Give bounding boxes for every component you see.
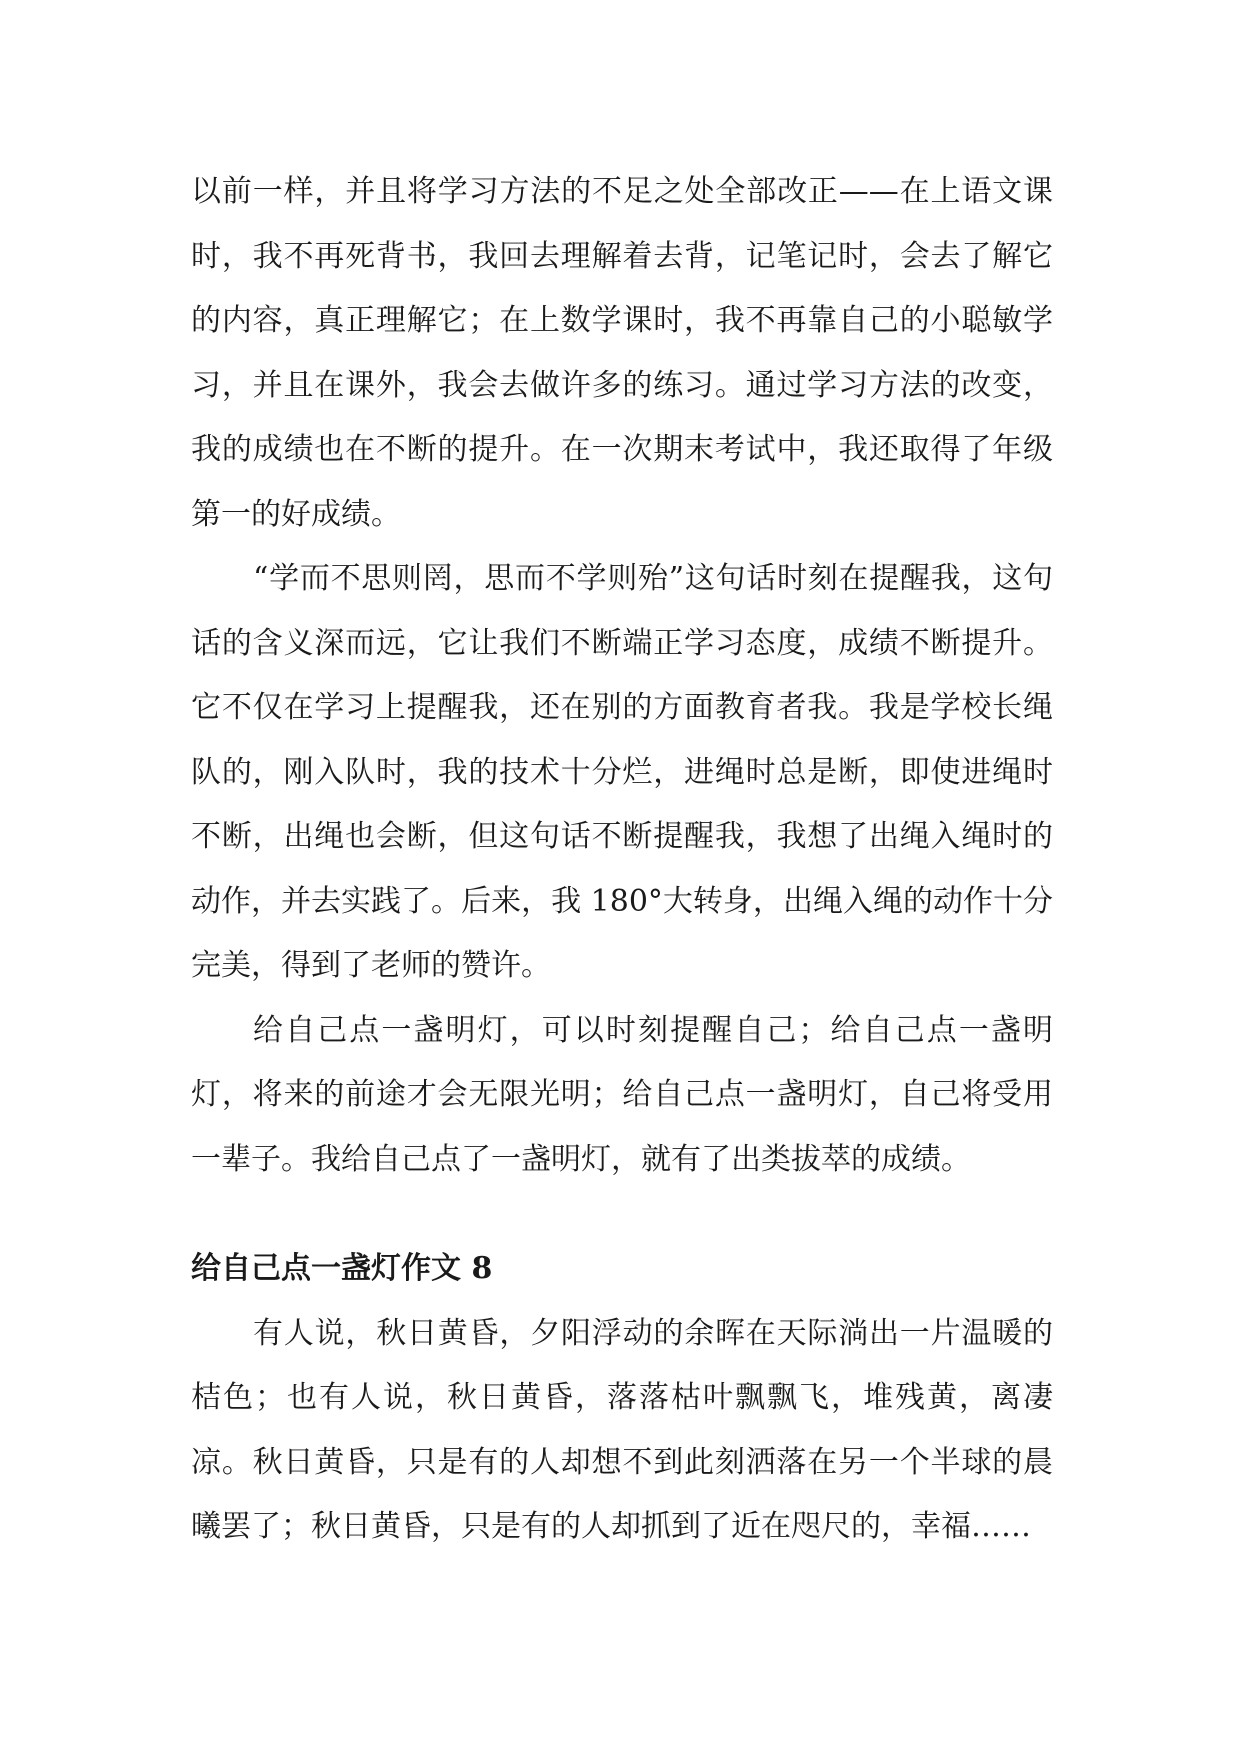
paragraph-essay-8: 有人说，秋日黄昏，夕阳浮动的余晖在天际淌出一片温暖的桔色；也有人说，秋日黄昏，落落枯叶飘飘飞，堆残黄，离凄凉。秋日黄昏，只是有的人却想不到此刻洒落在另一个半球的晨曦罢了；秋日黄昏，只是有的人却抓到了近在咫尺的，幸福…… [191, 1315, 1053, 1544]
paragraph-continuation: 以前一样，并且将学习方法的不足之处全部改正——在上语文课时，我不再死背书，我回去理解着去背，记笔记时，会去了解它的内容，真正理解它；在上数学课时，我不再靠自己的小聪敏学习，并且在课外，我会去做许多的练习。通过学习方法的改变，我的成绩也在不断的提升。在一次期末考试中，我还取得了年级第一的好成绩。 [191, 174, 1053, 532]
section-heading: 给自己点一盏灯作文 8 [191, 1251, 493, 1286]
paragraph-quote: “学而不思则罔，思而不学则殆”这句话时刻在提醒我，这句话的含义深而远，它让我们不断端正学习态度，成绩不断提升。它不仅在学习上提醒我，还在别的方面教育者我。我是学校长绳队的，刚入队时，我的技术十分烂，进绳时总是断，即使进绳时不断，出绳也会断，但这句话不断提醒我，我想了出绳入绳时的动作，并去实践了。后来，我 180°大转身，出绳入绳的动作十分完美，得到了老师的赞许。 [191, 561, 1053, 983]
document-body [191, 160, 1053, 1560]
paragraph-conclusion: 给自己点一盏明灯，可以时刻提醒自己；给自己点一盏明灯，将来的前途才会无限光明；给自己点一盏明灯，自己将受用一辈子。我给自己点了一盏明灯，就有了出类拔萃的成绩。 [191, 1012, 1053, 1177]
